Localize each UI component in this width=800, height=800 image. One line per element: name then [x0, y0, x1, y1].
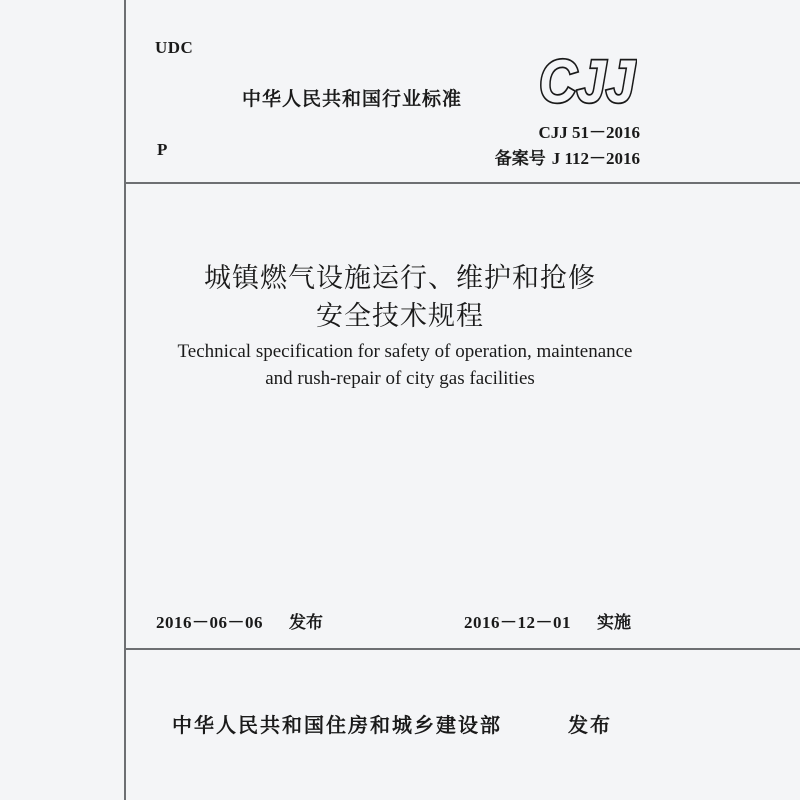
implement-action: 实施 [597, 613, 631, 633]
issue-date-value: 2016－06－06 [156, 613, 263, 632]
title-english-line-2: and rush-repair of city gas facilities [265, 368, 535, 389]
vertical-rule [124, 0, 126, 800]
issue-date [156, 608, 323, 633]
cjj-logo-graphic [537, 48, 637, 110]
header-divider [124, 182, 800, 184]
cjj-logo [537, 48, 637, 110]
publisher-name: 中华人民共和国住房和城乡建设部 [172, 713, 502, 737]
title-chinese-line-1: 城镇燃气设施运行、维护和抢修 [204, 263, 596, 294]
classification-code: P [157, 140, 168, 159]
standard-type: 中华人民共和国行业标准 [242, 88, 463, 110]
publisher-action: 发布 [568, 713, 612, 737]
issue-action: 发布 [289, 613, 323, 633]
standard-code: CJJ 51－2016 [538, 123, 640, 142]
implement-date [464, 608, 631, 633]
udc-label: UDC [155, 38, 194, 57]
title-chinese-line-2: 安全技术规程 [316, 301, 484, 332]
implement-date-value: 2016－12－01 [464, 613, 571, 632]
logo-outline: CJJ [539, 48, 637, 110]
record-number [495, 144, 640, 169]
logo-fill: CJJ [539, 48, 637, 110]
title-english-line-1: Technical specification for safety of operation, maintenance [177, 341, 633, 362]
footer-divider [124, 648, 800, 650]
record-value: J 112－2016 [551, 149, 640, 168]
record-label: 备案号 [494, 149, 546, 169]
